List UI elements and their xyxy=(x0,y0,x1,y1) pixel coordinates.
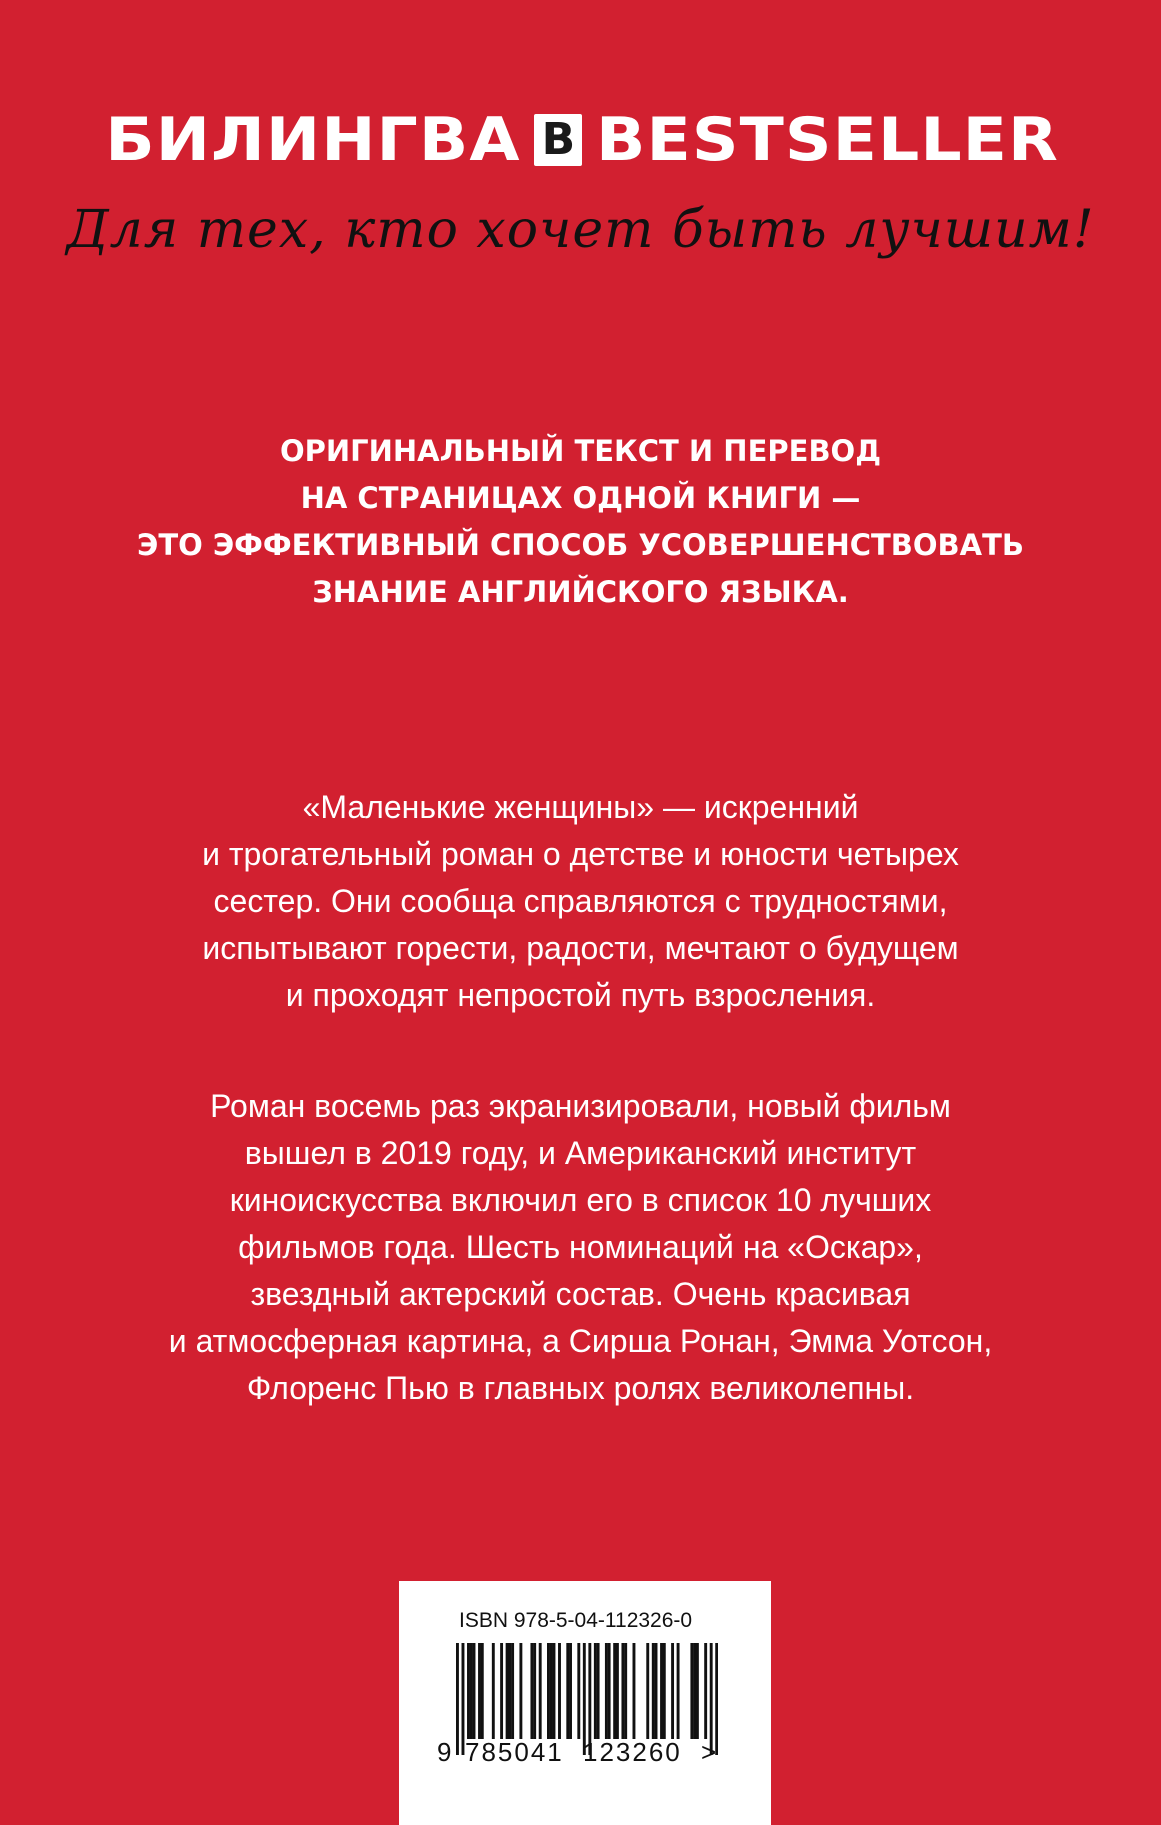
barcode-bar xyxy=(655,1643,658,1739)
series-logo xyxy=(0,100,1161,180)
barcode-bar xyxy=(500,1643,503,1739)
barcode-bar xyxy=(597,1643,600,1739)
barcode-bar xyxy=(539,1643,542,1739)
barcode-bar xyxy=(693,1643,696,1739)
barcode-bar xyxy=(533,1643,536,1739)
headline-line: ЗНАНИЕ АНГЛИЙСКОГО ЯЗЫКА. xyxy=(312,575,849,609)
barcode-bar xyxy=(566,1643,569,1739)
barcode-bar xyxy=(530,1643,533,1739)
description-line: Флоренс Пью в главных ролях великолепны. xyxy=(246,1370,915,1406)
barcode-bar xyxy=(481,1643,484,1739)
barcode-bar xyxy=(605,1643,608,1739)
barcode-bar xyxy=(594,1643,597,1739)
description-paragraph-1 xyxy=(0,784,1161,1019)
description-line: и атмосферная картина, а Сирша Ронан, Эмма Уотсон, xyxy=(168,1323,993,1359)
description-line: фильмов года. Шесть номинаций на «Оскар», xyxy=(238,1229,923,1265)
barcode-first-digit: 9 xyxy=(437,1737,452,1767)
barcode-bar xyxy=(558,1643,561,1739)
isbn-label: ISBN 978-5-04-112326-0 xyxy=(459,1609,693,1632)
barcode-bar xyxy=(633,1643,636,1739)
barcode-bar xyxy=(690,1643,693,1739)
series-tagline: Для тех, кто хочет быть лучшим! xyxy=(66,200,1095,260)
series-name-right: BESTSELLER xyxy=(596,105,1060,175)
barcode-bar xyxy=(473,1643,476,1739)
description-line: и трогательный роман о детстве и юности четырех xyxy=(202,836,959,872)
barcode-bar xyxy=(550,1643,553,1739)
barcode-bar xyxy=(652,1643,655,1739)
description-line: звездный актерский состав. Очень красивая xyxy=(250,1276,911,1312)
barcode-bar xyxy=(616,1643,619,1739)
headline-line: НА СТРАНИЦАХ ОДНОЙ КНИГИ — xyxy=(300,481,861,515)
barcode-bar xyxy=(613,1643,616,1739)
series-name-left: БИЛИНГВА xyxy=(105,105,521,175)
barcode-guard-bar xyxy=(456,1643,459,1755)
barcode-bar xyxy=(547,1643,550,1739)
barcode-bar xyxy=(577,1643,580,1739)
barcode-bar xyxy=(663,1643,666,1739)
barcode-bar xyxy=(677,1643,680,1739)
description-line: «Маленькие женщины» — искренний xyxy=(302,789,859,825)
barcode-bar xyxy=(608,1643,611,1739)
description-line: испытывают горести, радости, мечтают о будущем xyxy=(202,930,959,966)
description-line: Роман восемь раз экранизировали, новый фильм xyxy=(210,1088,951,1124)
barcode-bar xyxy=(660,1643,663,1739)
barcode-bar xyxy=(519,1643,522,1739)
barcode-bar xyxy=(511,1643,514,1739)
barcode-bar xyxy=(470,1643,473,1739)
series-badge: B xyxy=(534,114,582,166)
barcode-bar xyxy=(671,1643,674,1739)
description-line: сестер. Они сообща справляются с трудностями, xyxy=(213,883,948,919)
barcode-bar xyxy=(492,1643,495,1739)
barcode-bar xyxy=(569,1643,572,1739)
description-paragraph-2 xyxy=(0,1083,1161,1412)
headline-line: ОРИГИНАЛЬНЫЙ ТЕКСТ И ПЕРЕВОД xyxy=(279,434,882,468)
barcode-panel xyxy=(399,1581,771,1825)
headline-line: ЭТО ЭФФЕКТИВНЫЙ СПОСОБ УСОВЕРШЕНСТВОВАТЬ xyxy=(137,528,1024,562)
description-line: вышел в 2019 году, и Американский институт xyxy=(244,1135,917,1171)
barcode-bar xyxy=(646,1643,649,1739)
headline xyxy=(0,428,1161,616)
barcode-bar xyxy=(506,1643,509,1739)
barcode-bar xyxy=(696,1643,699,1739)
barcode-bar xyxy=(621,1643,624,1739)
barcode-bar xyxy=(624,1643,627,1739)
barcode-left-group: 785041 xyxy=(465,1737,564,1767)
barcode-bar xyxy=(478,1643,481,1739)
barcode-bar xyxy=(704,1643,707,1739)
barcode-bar xyxy=(553,1643,556,1739)
barcode-quiet-zone-mark: > xyxy=(701,1737,717,1767)
barcode-right-group: 123260 xyxy=(583,1737,682,1767)
barcode-bar xyxy=(467,1643,470,1739)
description-line: и проходят непростой путь взросления. xyxy=(285,977,876,1013)
description-line: киноискусства включил его в список 10 лучших xyxy=(229,1182,932,1218)
barcode-bar xyxy=(508,1643,511,1739)
barcode-guard-bar xyxy=(462,1643,465,1755)
